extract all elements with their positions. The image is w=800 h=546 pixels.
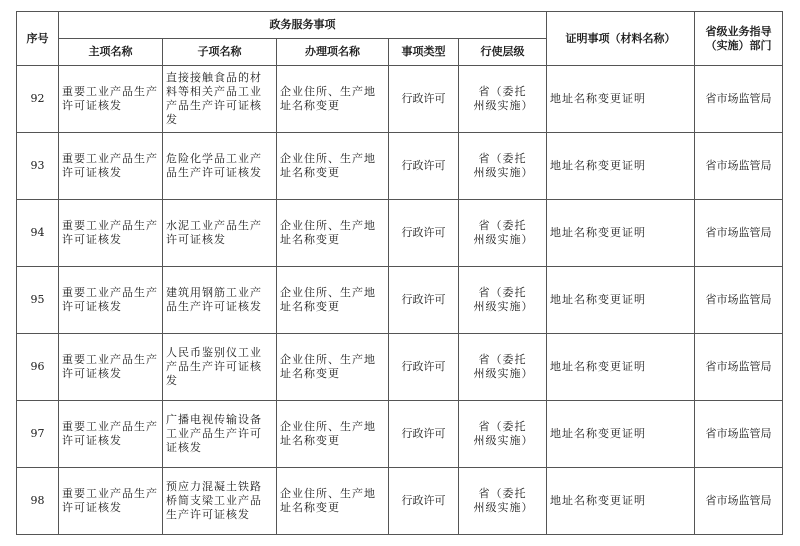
cell-guide-dept: 省市场监管局 <box>695 334 783 401</box>
cell-proof-item: 地址名称变更证明 <box>547 200 695 267</box>
cell-main-name: 重要工业产品生产许可证核发 <box>59 200 163 267</box>
header-exercise-level: 行使层级 <box>459 39 547 66</box>
cell-handle-name: 企业住所、生产地址名称变更 <box>277 66 389 133</box>
cell-guide-dept: 省市场监管局 <box>695 200 783 267</box>
cell-main-name: 重要工业产品生产许可证核发 <box>59 133 163 200</box>
cell-index: 98 <box>17 468 59 535</box>
table-row <box>17 401 783 468</box>
cell-exercise-level: 省（委托州级实施） <box>473 219 534 246</box>
header-item-type: 事项类型 <box>389 39 459 66</box>
cell-handle-name: 企业住所、生产地址名称变更 <box>277 401 389 468</box>
cell-index: 97 <box>17 401 59 468</box>
cell-index: 95 <box>17 267 59 334</box>
header-guide-dept: 省级业务指导（实施）部门 <box>695 12 783 66</box>
cell-proof-item: 地址名称变更证明 <box>547 267 695 334</box>
cell-item-type: 行政许可 <box>389 334 459 401</box>
cell-sub-name: 直接接触食品的材料等相关产品工业产品生产许可证核发 <box>163 66 277 133</box>
cell-index: 93 <box>17 133 59 200</box>
cell-sub-name: 建筑用钢筋工业产品生产许可证核发 <box>163 267 277 334</box>
cell-item-type: 行政许可 <box>389 468 459 535</box>
cell-item-type: 行政许可 <box>389 200 459 267</box>
cell-handle-name: 企业住所、生产地址名称变更 <box>277 267 389 334</box>
cell-item-type: 行政许可 <box>389 401 459 468</box>
header-main-name: 主项名称 <box>59 39 163 66</box>
header-handle-name: 办理项名称 <box>277 39 389 66</box>
cell-guide-dept: 省市场监管局 <box>695 468 783 535</box>
cell-exercise-level: 省（委托州级实施） <box>473 420 534 447</box>
cell-item-type: 行政许可 <box>389 267 459 334</box>
cell-handle-name: 企业住所、生产地址名称变更 <box>277 200 389 267</box>
cell-exercise-level: 省（委托州级实施） <box>473 286 534 313</box>
cell-index: 94 <box>17 200 59 267</box>
cell-exercise-level: 省（委托州级实施） <box>473 353 534 380</box>
table-row <box>17 133 783 200</box>
cell-guide-dept: 省市场监管局 <box>695 267 783 334</box>
cell-sub-name: 水泥工业产品生产许可证核发 <box>163 200 277 267</box>
table-row <box>17 267 783 334</box>
cell-main-name: 重要工业产品生产许可证核发 <box>59 401 163 468</box>
cell-exercise-level: 省（委托州级实施） <box>473 487 534 514</box>
header-gov-group: 政务服务事项 <box>59 12 547 39</box>
cell-item-type: 行政许可 <box>389 66 459 133</box>
cell-exercise-level: 省（委托州级实施） <box>473 85 534 112</box>
table-row <box>17 334 783 401</box>
cell-handle-name: 企业住所、生产地址名称变更 <box>277 334 389 401</box>
cell-proof-item: 地址名称变更证明 <box>547 66 695 133</box>
table-row <box>17 66 783 133</box>
cell-proof-item: 地址名称变更证明 <box>547 334 695 401</box>
cell-exercise-level: 省（委托州级实施） <box>473 152 534 179</box>
cell-proof-item: 地址名称变更证明 <box>547 401 695 468</box>
cell-guide-dept: 省市场监管局 <box>695 133 783 200</box>
cell-index: 92 <box>17 66 59 133</box>
cell-item-type: 行政许可 <box>389 133 459 200</box>
header-sub-name: 子项名称 <box>163 39 277 66</box>
cell-proof-item: 地址名称变更证明 <box>547 133 695 200</box>
cell-index: 96 <box>17 334 59 401</box>
cell-main-name: 重要工业产品生产许可证核发 <box>59 334 163 401</box>
cell-sub-name: 广播电视传输设备工业产品生产许可证核发 <box>163 401 277 468</box>
header-index: 序号 <box>17 12 59 66</box>
cell-sub-name: 人民币鉴别仪工业产品生产许可证核发 <box>163 334 277 401</box>
cell-main-name: 重要工业产品生产许可证核发 <box>59 267 163 334</box>
cell-guide-dept: 省市场监管局 <box>695 401 783 468</box>
proof-items-table <box>16 11 783 535</box>
table-row <box>17 468 783 535</box>
table-row <box>17 200 783 267</box>
cell-main-name: 重要工业产品生产许可证核发 <box>59 66 163 133</box>
cell-proof-item: 地址名称变更证明 <box>547 468 695 535</box>
cell-guide-dept: 省市场监管局 <box>695 66 783 133</box>
cell-handle-name: 企业住所、生产地址名称变更 <box>277 468 389 535</box>
header-proof-item: 证明事项（材料名称） <box>547 12 695 66</box>
cell-handle-name: 企业住所、生产地址名称变更 <box>277 133 389 200</box>
cell-main-name: 重要工业产品生产许可证核发 <box>59 468 163 535</box>
cell-sub-name: 危险化学品工业产品生产许可证核发 <box>163 133 277 200</box>
cell-sub-name: 预应力混凝土铁路桥简支梁工业产品生产许可证核发 <box>163 468 277 535</box>
